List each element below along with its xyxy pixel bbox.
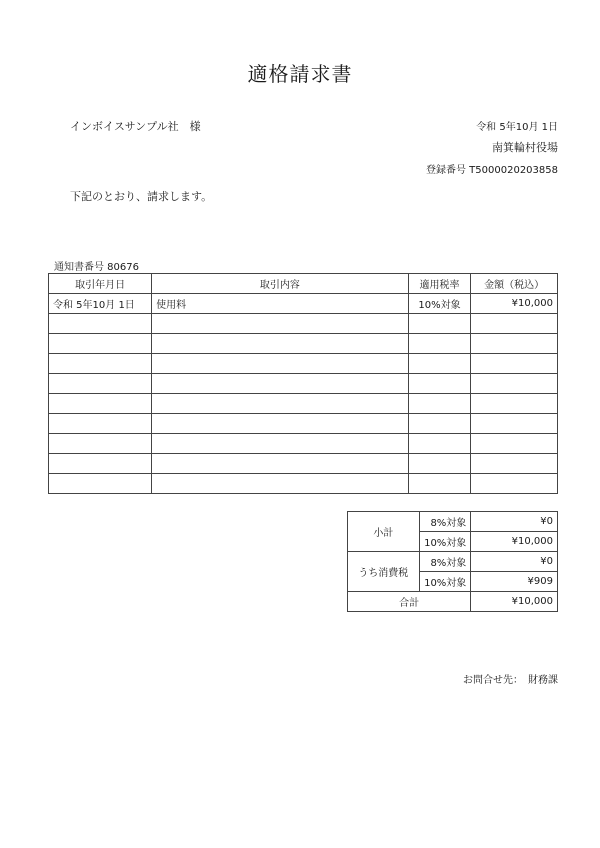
cell-description	[152, 354, 409, 374]
header-date: 取引年月日	[49, 274, 152, 294]
cell-amount	[471, 474, 558, 494]
cell-tax-rate	[408, 474, 471, 494]
subtotal-10-value: ¥10,000	[471, 532, 558, 552]
invoice-date: 令和 5年10月 1日	[476, 122, 558, 133]
table-row	[49, 354, 558, 374]
total-value: ¥10,000	[471, 592, 558, 612]
cell-date	[49, 474, 152, 494]
cell-tax-rate	[408, 334, 471, 354]
cell-amount	[471, 334, 558, 354]
table-row	[49, 314, 558, 334]
cell-amount	[471, 394, 558, 414]
cell-amount	[471, 354, 558, 374]
total-label: 合計	[348, 592, 471, 612]
cell-tax-rate	[408, 354, 471, 374]
tax-10-value: ¥909	[471, 572, 558, 592]
document-title: 適格請求書	[247, 62, 353, 86]
cell-date	[49, 454, 152, 474]
table-row	[49, 334, 558, 354]
cell-tax-rate	[408, 454, 471, 474]
cell-amount	[471, 454, 558, 474]
cell-date	[49, 414, 152, 434]
cell-amount	[471, 434, 558, 454]
items-header-row	[49, 274, 558, 294]
cell-description	[152, 474, 409, 494]
cell-date	[49, 314, 152, 334]
cell-date	[49, 374, 152, 394]
cell-date	[49, 394, 152, 414]
summary-table	[347, 511, 558, 612]
registration-number: 登録番号 T5000020203858	[426, 165, 558, 176]
cell-date: 令和 5年10月 1日	[49, 294, 152, 314]
subtotal-8-label: 8%対象	[419, 512, 471, 532]
table-row	[49, 454, 558, 474]
table-row	[49, 374, 558, 394]
cell-description: 使用料	[152, 294, 409, 314]
cell-description	[152, 454, 409, 474]
table-row	[49, 434, 558, 454]
cell-amount: ¥10,000	[471, 294, 558, 314]
cell-tax-rate: 10%対象	[408, 294, 471, 314]
notice-number: 通知書番号 80676	[54, 262, 139, 273]
header-description: 取引内容	[152, 274, 409, 294]
cell-amount	[471, 314, 558, 334]
recipient-name: インボイスサンプル社 様	[70, 120, 201, 133]
subtotal-10-label: 10%対象	[419, 532, 471, 552]
intro-text: 下記のとおり、請求します。	[70, 190, 213, 203]
issuer-name: 南箕輪村役場	[492, 141, 558, 154]
header-amount: 金額（税込）	[471, 274, 558, 294]
subtotal-label: 小計	[348, 512, 420, 552]
summary-row	[348, 552, 558, 572]
cell-description	[152, 374, 409, 394]
cell-amount	[471, 414, 558, 434]
contact-info: お問合せ先： 財務課	[463, 675, 558, 686]
table-row	[49, 294, 558, 314]
cell-tax-rate	[408, 414, 471, 434]
tax-10-label: 10%対象	[419, 572, 471, 592]
items-table	[48, 273, 558, 494]
table-row	[49, 474, 558, 494]
table-row	[49, 414, 558, 434]
cell-amount	[471, 374, 558, 394]
tax-label: うち消費税	[348, 552, 420, 592]
cell-tax-rate	[408, 374, 471, 394]
cell-tax-rate	[408, 394, 471, 414]
subtotal-8-value: ¥0	[471, 512, 558, 532]
cell-description	[152, 394, 409, 414]
cell-description	[152, 334, 409, 354]
tax-8-value: ¥0	[471, 552, 558, 572]
cell-date	[49, 434, 152, 454]
summary-row	[348, 592, 558, 612]
tax-8-label: 8%対象	[419, 552, 471, 572]
summary-row	[348, 512, 558, 532]
cell-tax-rate	[408, 434, 471, 454]
cell-description	[152, 434, 409, 454]
header-tax-rate: 適用税率	[408, 274, 471, 294]
cell-description	[152, 314, 409, 334]
cell-date	[49, 354, 152, 374]
cell-tax-rate	[408, 314, 471, 334]
cell-date	[49, 334, 152, 354]
cell-description	[152, 414, 409, 434]
table-row	[49, 394, 558, 414]
